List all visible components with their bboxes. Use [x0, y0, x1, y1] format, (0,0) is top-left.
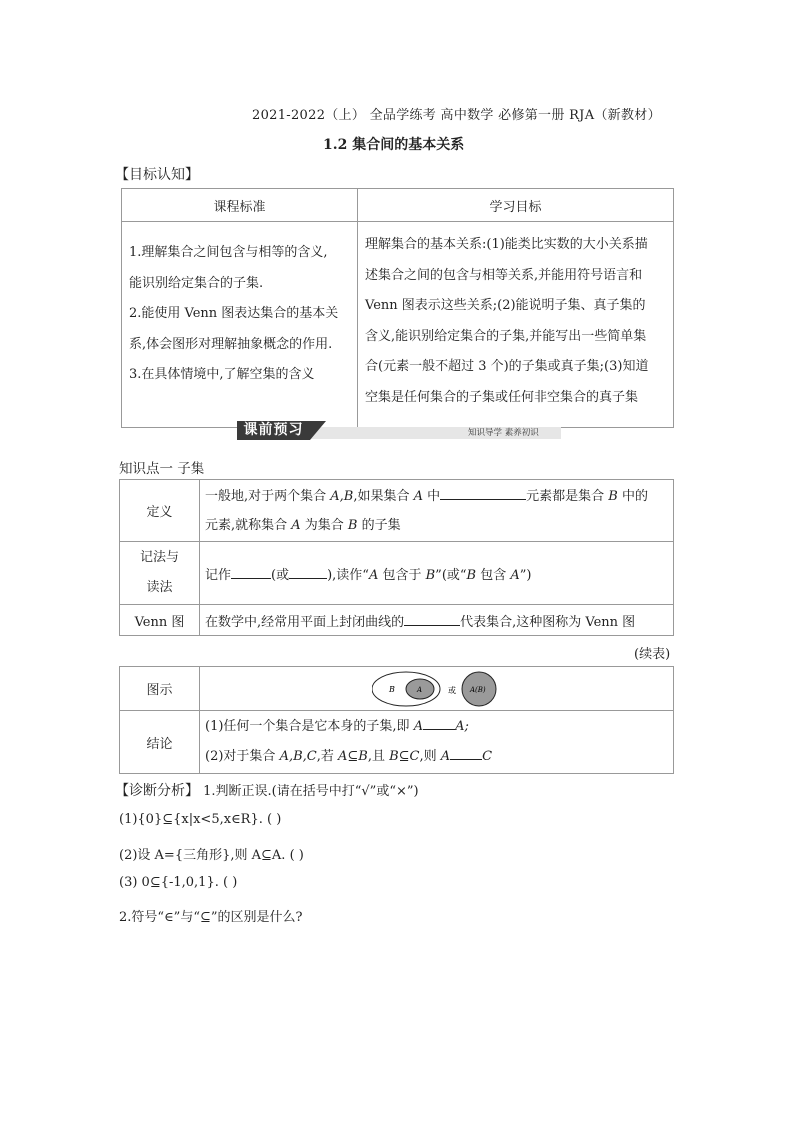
text: 中的 [617, 488, 648, 504]
objective-cell [358, 222, 674, 428]
text: ,则 [419, 749, 441, 764]
text: 读法 [146, 580, 173, 595]
text: 中 [423, 488, 441, 504]
knowledge-point-heading: 知识点一 子集 [119, 461, 205, 477]
venn-cell [200, 605, 674, 636]
text: ”(或“ [435, 567, 467, 583]
fill-blank[interactable] [440, 486, 526, 500]
math-var: B [466, 567, 477, 583]
math-var: A [510, 567, 520, 583]
standard-line: 3.在具体情境中,了解空集的含义 [129, 367, 315, 382]
text: ,且 [367, 749, 390, 764]
text: ),读作“ [327, 567, 369, 583]
math-var: A [440, 749, 451, 764]
objective-line: 理解集合的基本关系:(1)能类比实数的大小关系描 [365, 237, 648, 252]
set-a-label: A [416, 685, 422, 694]
standard-cell [122, 222, 358, 428]
math-var: A,B [330, 488, 354, 504]
math-var: A⊆B [337, 749, 368, 764]
banner-decoration [310, 421, 326, 440]
text: ,如果集合 [353, 488, 414, 504]
text: 元素都是集合 [526, 488, 609, 504]
text: 元素,就称集合 [205, 517, 292, 533]
goals-table [121, 188, 674, 428]
standard-line: 2.能使用 Venn 图表达集合的基本关 [129, 306, 339, 321]
standard-line: 系,体会图形对理解抽象概念的作用. [129, 336, 333, 352]
objective-line: 含义,能识别给定集合的子集,并能写出一些简单集 [365, 328, 647, 344]
question-1-2: (2)设 A={三角形},则 A⊆A. ( ) [119, 848, 304, 863]
math-var: B [608, 488, 618, 504]
question-1-1: (1){0}⊆{x|x<5,x∈R}. ( ) [119, 812, 282, 827]
continued-note: (续表) [634, 647, 671, 662]
text: 的子集 [357, 517, 401, 533]
fill-blank[interactable] [231, 565, 271, 579]
definition-label: 定义 [120, 480, 200, 542]
figure-conclusion-table [119, 666, 674, 774]
col-header-standard: 课程标准 [122, 189, 358, 222]
math-var: C [482, 749, 493, 764]
text: 代表集合,这种图称为 Venn 图 [460, 614, 636, 630]
or-text: 或 [447, 685, 456, 695]
section-title: 1.2 集合间的基本关系 [323, 137, 465, 153]
fill-blank[interactable] [404, 612, 460, 626]
objective-line: Venn 图表示这些关系;(2)能说明子集、真子集的 [365, 298, 646, 313]
set-b-label: B [388, 684, 395, 694]
question-1-intro: 1.判断正误.(请在括号中打“√”或“×”) [199, 784, 419, 799]
series-header: 2021-2022（上） 全品学练考 高中数学 必修第一册 RJA（新教材） [252, 108, 661, 123]
math-var: A,B,C [279, 749, 317, 764]
text: 包含于 [378, 567, 426, 583]
goals-heading: 【目标认知】 [115, 167, 199, 183]
fill-blank[interactable] [289, 565, 327, 579]
math-var: B⊆C [389, 749, 420, 764]
question-2: 2.符号“∈”与“⊆”的区别是什么? [119, 910, 303, 925]
standard-line: 1.理解集合之间包含与相等的含义, [129, 245, 328, 260]
venn-label: Venn 图 [120, 605, 200, 636]
col-header-objective: 学习目标 [358, 189, 674, 222]
definition-cell [200, 480, 674, 542]
math-var: B [425, 567, 436, 583]
text: ,若 [316, 749, 338, 764]
fill-blank[interactable] [450, 746, 482, 760]
objective-line: 述集合之间的包含与相等关系,并能用符号语言和 [365, 267, 643, 283]
notation-cell [200, 542, 674, 605]
math-var: A [368, 567, 379, 583]
text: 为集合 [300, 517, 348, 533]
text: 记法与 [139, 550, 179, 565]
fill-blank[interactable] [423, 716, 455, 730]
venn-diagram [372, 669, 502, 709]
diagnosis-heading: 【诊断分析】 [115, 783, 199, 799]
math-var: B [347, 517, 358, 533]
text: 在数学中,经常用平面上封闭曲线的 [205, 614, 405, 630]
math-var: A [413, 488, 423, 504]
conclusion-label: 结论 [120, 711, 200, 774]
math-var: A [291, 517, 301, 533]
math-var: A; [455, 719, 469, 734]
banner-subtitle: 知识导学 素养初识 [468, 428, 539, 438]
text: 一般地,对于两个集合 [205, 488, 331, 504]
diagnosis-line [115, 780, 419, 800]
conclusion-cell [200, 711, 674, 774]
text: (或 [271, 567, 290, 583]
text: (2)对于集合 [205, 749, 280, 764]
text: 包含 [476, 567, 511, 583]
banner-title: 课前预习 [237, 421, 310, 440]
objective-line: 合(元素一般不超过 3 个)的子集或真子集;(3)知道 [365, 359, 649, 374]
figure-label: 图示 [120, 667, 200, 711]
standard-line: 能识别给定集合的子集. [129, 275, 264, 291]
objective-line: 空集是任何集合的子集或任何非空集合的真子集 [365, 389, 639, 405]
equal-set-label: A(B) [469, 685, 486, 694]
text: ”) [519, 567, 532, 583]
question-1-3: (3) 0⊆{-1,0,1}. ( ) [119, 875, 238, 890]
notation-label [120, 542, 200, 605]
text: 记作 [205, 567, 232, 583]
math-var: A [413, 719, 424, 734]
text: (1)任何一个集合是它本身的子集,即 [205, 719, 414, 734]
figure-cell [200, 667, 674, 711]
subset-definition-table [119, 479, 674, 636]
